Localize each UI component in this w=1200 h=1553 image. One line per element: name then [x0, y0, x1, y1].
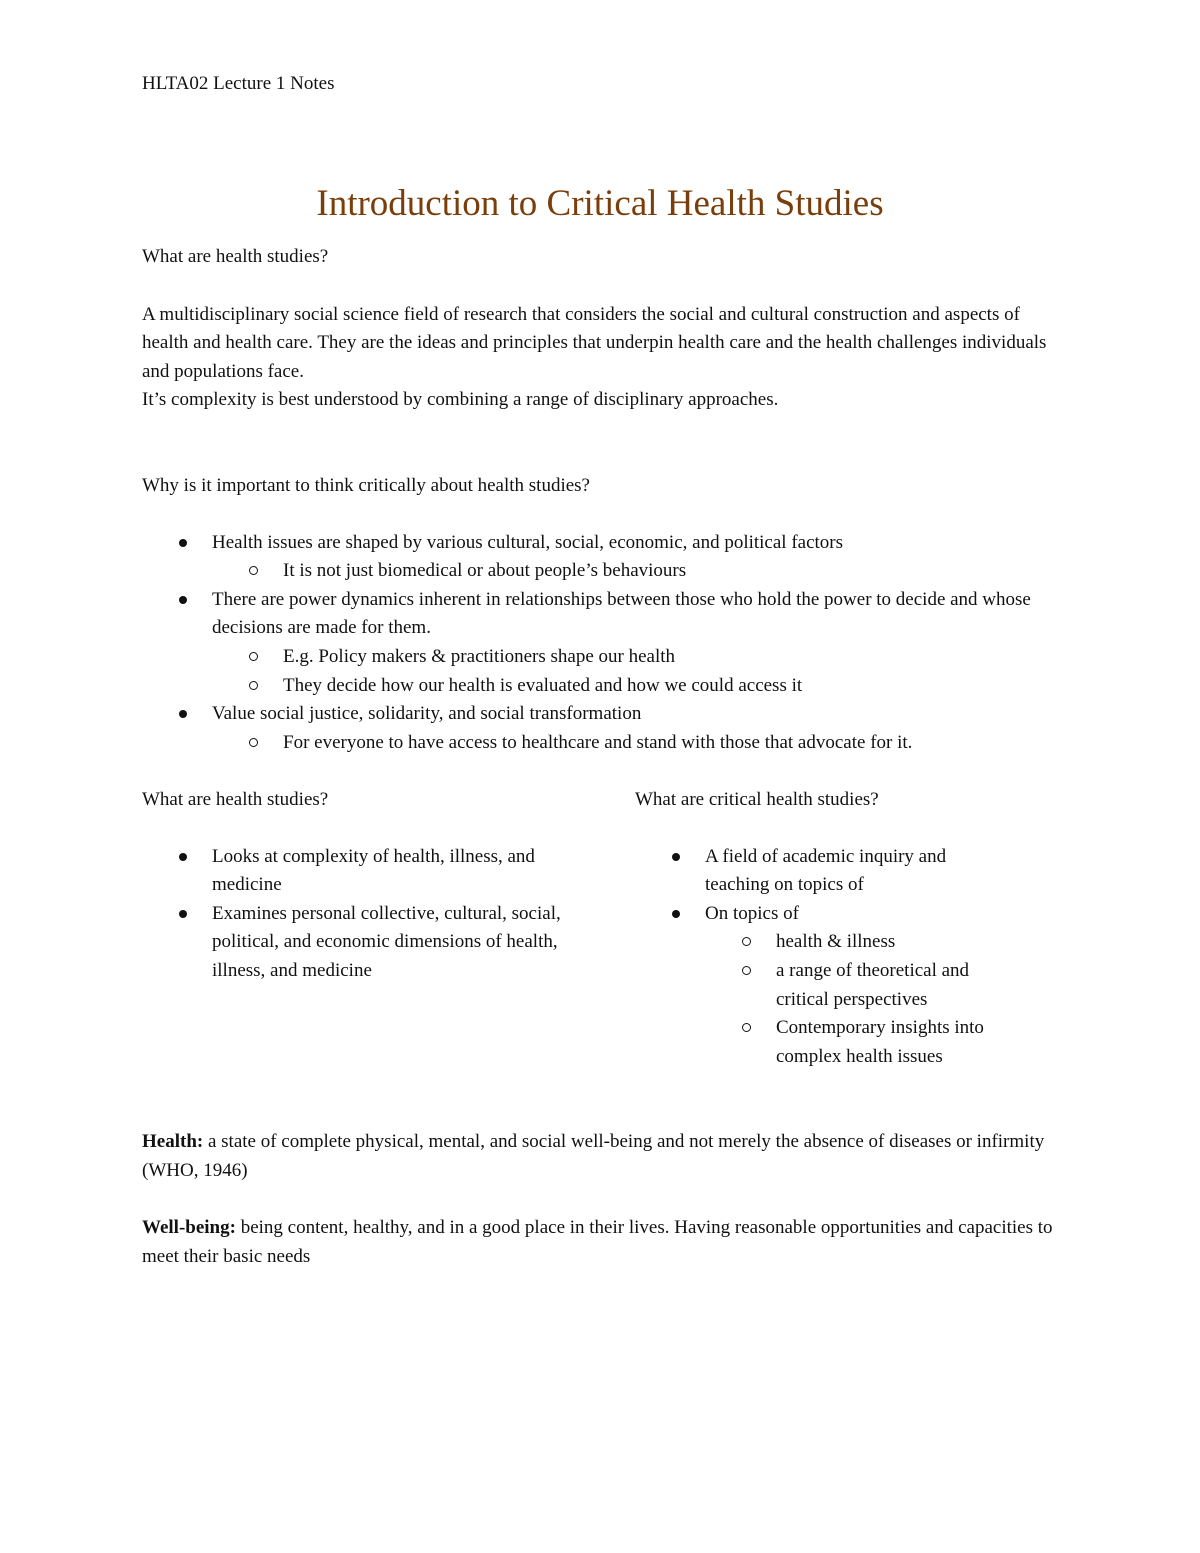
sub-list-item: E.g. Policy makers & practitioners shape our health [142, 643, 1058, 672]
list-item: There are power dynamics inherent in relationships between those who hold the power to decide and whose decisions are made for them. [142, 586, 1058, 643]
sub-list-item: They decide how our health is evaluated and how we could access it [142, 672, 1058, 701]
sub-list-item: For everyone to have access to healthcare and stand with those that advocate for it. [142, 729, 1058, 758]
definition [142, 1128, 1058, 1185]
paragraph: It’s complexity is best understood by combining a range of disciplinary approaches. [142, 389, 779, 411]
bullet-list [635, 843, 1058, 1072]
definition-term: Well-being: [142, 1217, 236, 1238]
list-item: Examines personal collective, cultural, social, political, and economic dimensions of health, illness, and medicine [142, 900, 562, 986]
column-heading: What are critical health studies? [635, 789, 879, 810]
list-item: Health issues are shaped by various cultural, social, economic, and political factors [142, 529, 1058, 558]
definition-text: being content, healthy, and in a good place in their lives. Having reasonable opportunities and capacities to meet their basic needs [142, 1217, 1053, 1267]
page-title: Introduction to Critical Health Studies [316, 183, 884, 224]
list-item: On topics of [635, 900, 1058, 929]
sub-list-item: health & illness [635, 928, 1058, 957]
definition [142, 1214, 1058, 1271]
paragraph: A multidisciplinary social science field of research that considers the social and cultural construction and aspects of health and health care. They are the ideas and principles that underpin health care and the health challenges individuals and populations face. [142, 303, 1047, 382]
bullet-list [142, 843, 562, 986]
definition-wellbeing [142, 1214, 1058, 1271]
definition-text: a state of complete physical, mental, and social well-being and not merely the absence of diseases or infirmity (WHO, 1946) [142, 1131, 1045, 1181]
right-column [635, 786, 1058, 1071]
definition-term: Health: [142, 1131, 204, 1152]
left-column [142, 786, 562, 986]
bullet-list [142, 529, 1058, 758]
definition-health [142, 1128, 1058, 1185]
sub-list-item: It is not just biomedical or about people’s behaviours [142, 557, 1058, 586]
column-heading: What are health studies? [142, 789, 329, 810]
list-item: Value social justice, solidarity, and social transformation [142, 700, 1058, 729]
section-why-critical [142, 472, 1058, 757]
sub-list-item: a range of theoretical and critical perspectives [635, 957, 1058, 1014]
section-question: What are health studies? [142, 246, 329, 267]
list-item: Looks at complexity of health, illness, and medicine [142, 843, 562, 900]
section-question: Why is it important to think critically about health studies? [142, 475, 590, 496]
document-header: HLTA02 Lecture 1 Notes [142, 73, 335, 94]
section-intro [142, 243, 1058, 415]
list-item: A field of academic inquiry and teaching on topics of [635, 843, 1058, 900]
sub-list-item: Contemporary insights into complex health issues [635, 1014, 1058, 1071]
